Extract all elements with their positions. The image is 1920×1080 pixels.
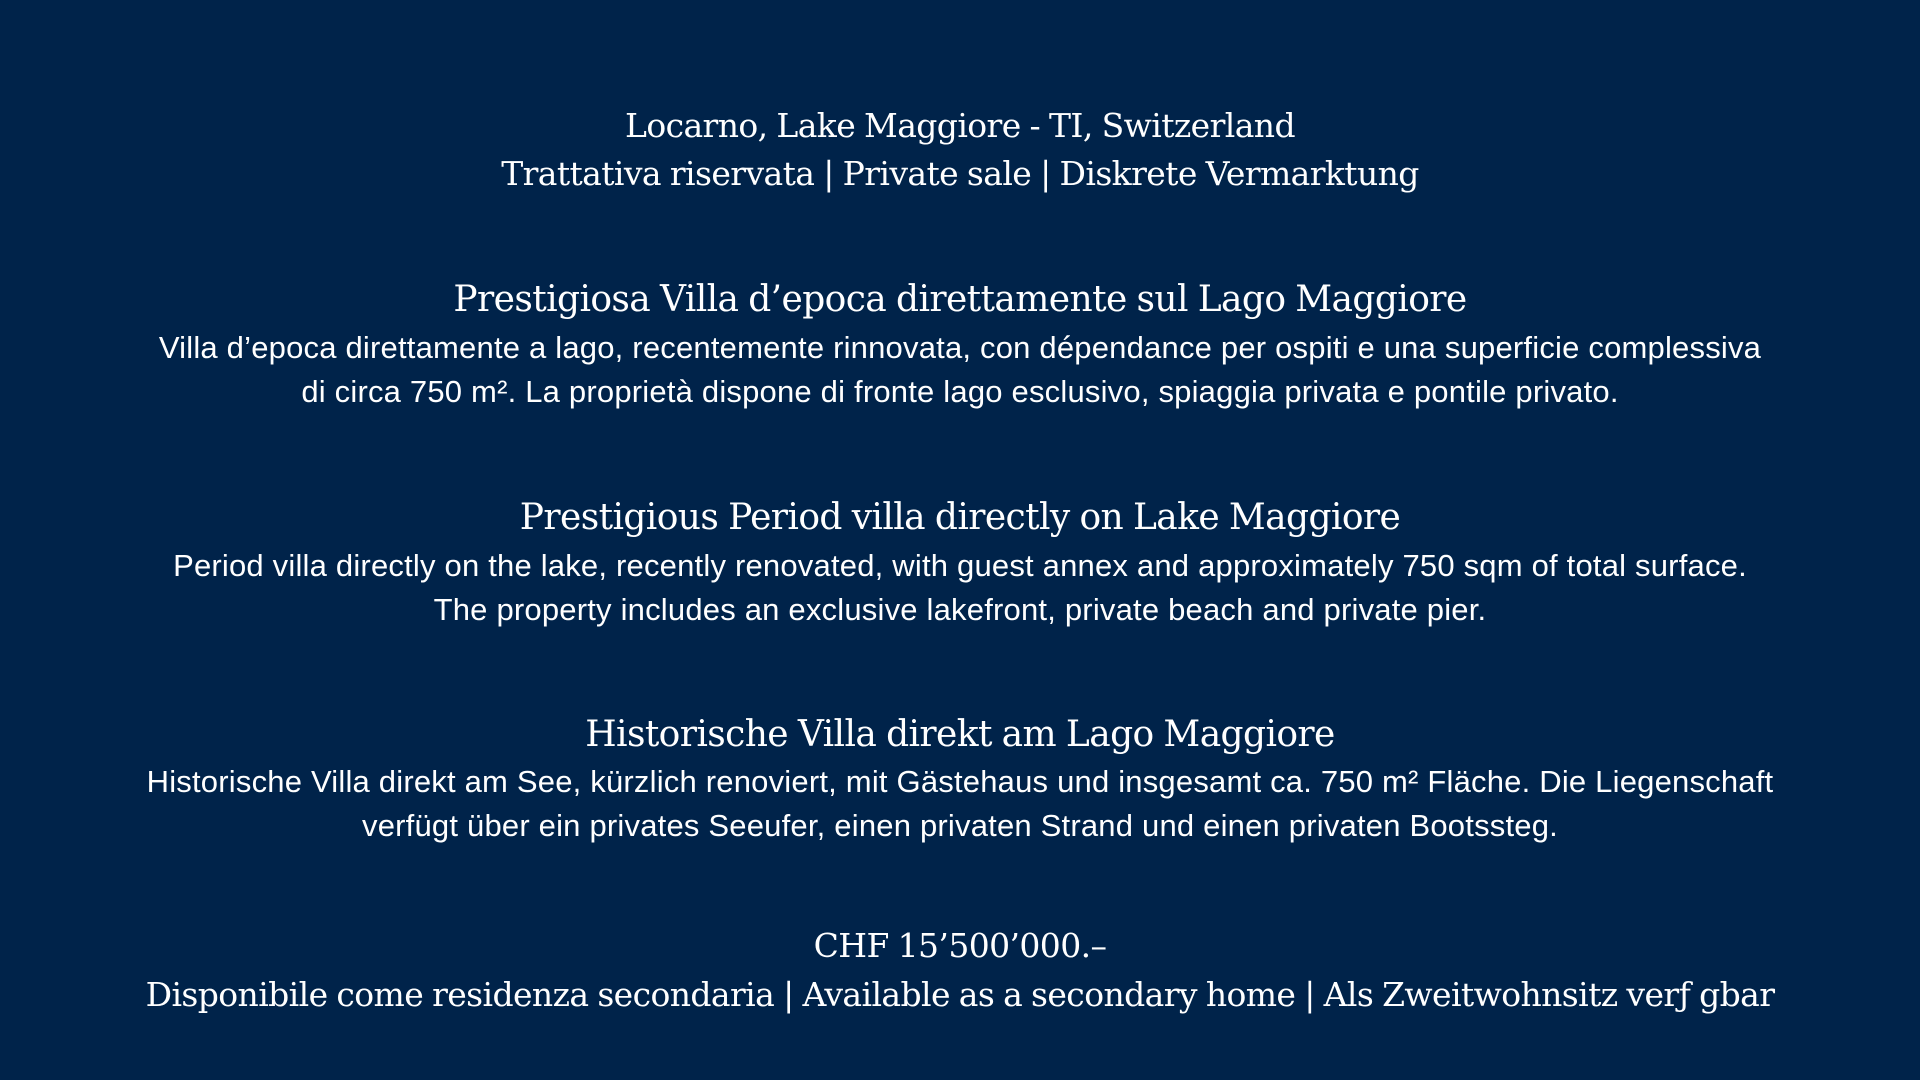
availability-line: Disponibile come residenza secondaria | Available as a secondary home | Als Zweitwohnsitz verƒ gbar: [145, 975, 1775, 1014]
price-line: CHF 15’500’000.–: [813, 926, 1107, 965]
sale-type-line: Trattativa riservata | Private sale | Diskrete Vermarktung: [501, 154, 1419, 193]
section-body-de-line-1: Historische Villa direkt am See, kürzlich renoviert, mit Gästehaus und insgesamt ca. 750 m² Fläche. Die Liegenschaft: [146, 764, 1774, 799]
section-body-it-line-2: di circa 750 m². La proprietà dispone di fronte lago esclusivo, spiaggia privata e pontile privato.: [301, 374, 1619, 409]
section-body-en: [0, 544, 1920, 632]
location-line: Locarno, Lake Maggiore - TI, Switzerland: [625, 106, 1295, 145]
section-body-de: [0, 760, 1920, 848]
section-title-it: Prestigiosa Villa d’epoca direttamente sul Lago Maggiore: [453, 279, 1467, 320]
section-body-it-line-1: Villa d’epoca direttamente a lago, recentemente rinnovata, con dépendance per ospiti e una superficie complessiva: [158, 330, 1762, 365]
section-title-en: Prestigious Period villa directly on Lake Maggiore: [519, 497, 1401, 538]
section-body-en-line-1: Period villa directly on the lake, recently renovated, with guest annex and approximately 750 sqm of total surface.: [173, 548, 1747, 583]
section-body-de-line-2: verfügt über ein privates Seeufer, einen privaten Strand und einen privaten Bootssteg.: [362, 808, 1558, 843]
section-title-de: Historische Villa direkt am Lago Maggiore: [585, 714, 1335, 755]
section-body-en-line-2: The property includes an exclusive lakefront, private beach and private pier.: [433, 592, 1487, 627]
section-body-it: [0, 326, 1920, 414]
